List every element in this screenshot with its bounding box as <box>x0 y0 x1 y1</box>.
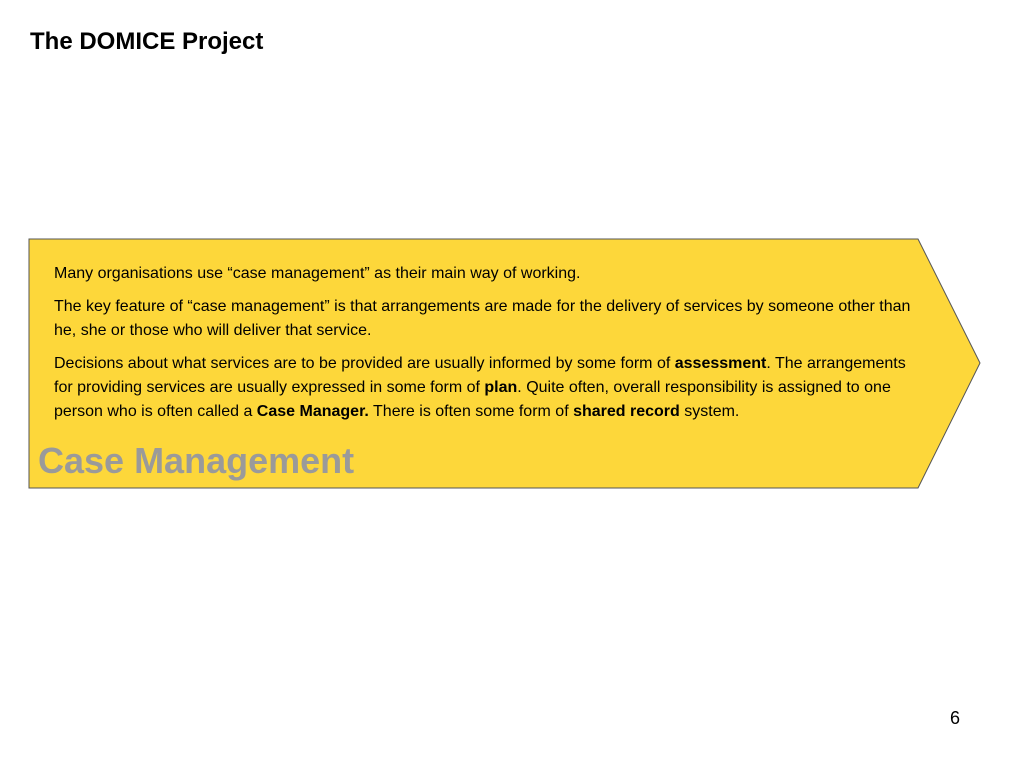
paragraph-1: Many organisations use “case management” as their main way of working. <box>54 265 581 282</box>
term-plan: plan <box>484 379 518 396</box>
body-text <box>54 262 914 433</box>
paragraph-3-text-2: . The arrangements for providing services are usually expressed in some form of <box>54 355 906 396</box>
paragraph-3-text-5: system. <box>679 403 740 420</box>
paragraph-3-text-4: There is often some form of <box>368 403 574 420</box>
term-assessment: assessment <box>674 355 767 372</box>
section-label: Case Management <box>38 440 355 481</box>
term-shared-record: shared record <box>573 403 680 420</box>
term-case-manager: Case Manager. <box>256 403 369 420</box>
paragraph-3-text-1: Decisions about what services are to be provided are usually informed by some form of <box>54 355 675 372</box>
paragraph-3 <box>54 352 914 424</box>
page-title: The DOMICE Project <box>30 28 264 55</box>
paragraph-3-text-3: . Quite often, overall responsibility is assigned to one person who is often called a <box>54 379 891 420</box>
paragraph-2: The key feature of “case management” is that arrangements are made for the delivery of services by someone other than he, she or those who will deliver that service. <box>54 298 911 339</box>
page-number: 6 <box>950 708 961 728</box>
